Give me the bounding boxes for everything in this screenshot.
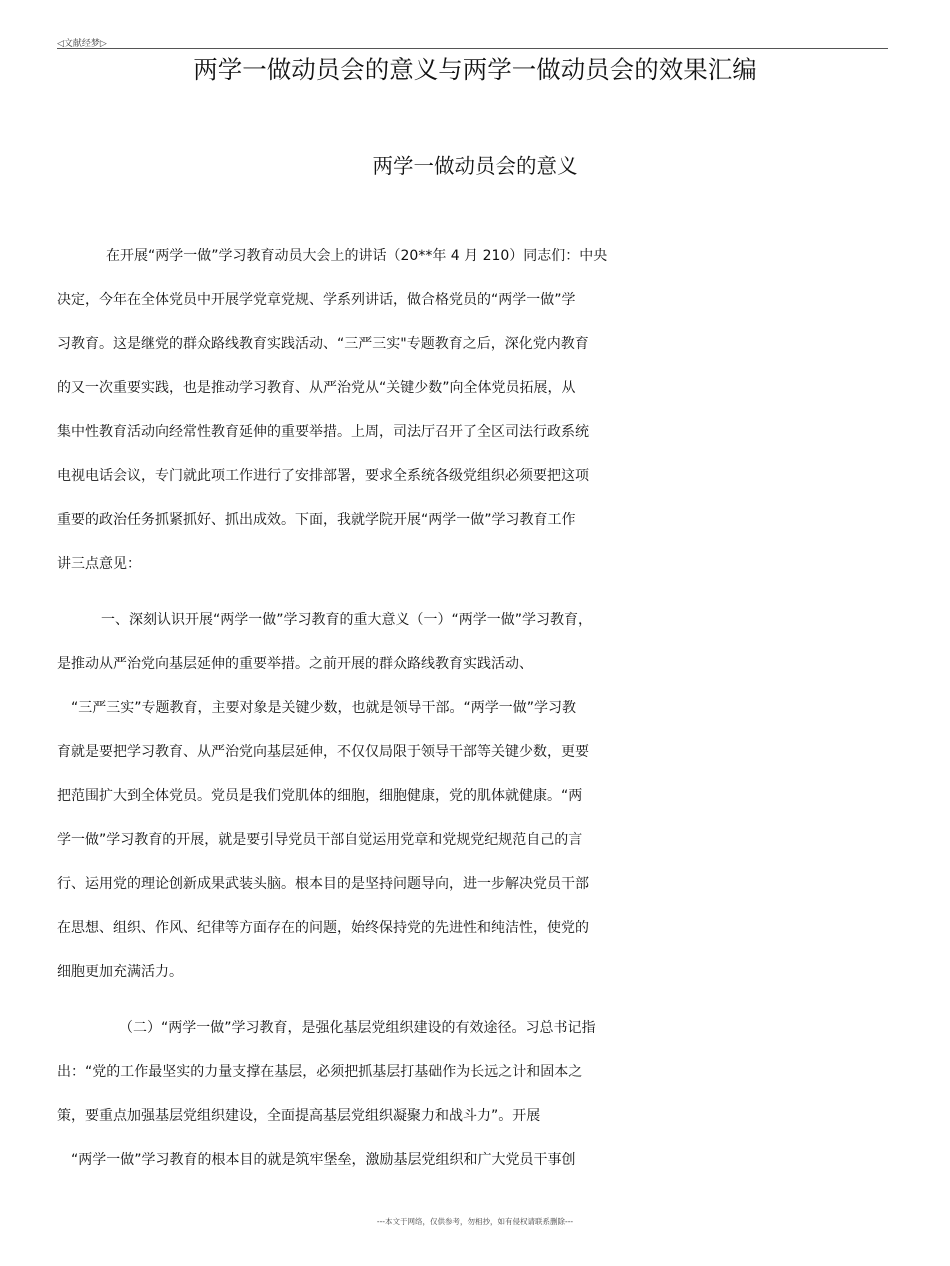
- paragraph-line: 策，要重点加强基层党组织建设，全面提高基层党组织凝聚力和战斗力”。开展: [57, 1108, 541, 1124]
- paragraph-line: 出：“党的工作最坚实的力量支撑在基层，必须把抓基层打基础作为长远之计和固本之: [57, 1064, 583, 1080]
- paragraph-line: 细胞更加充满活力。: [57, 964, 183, 980]
- paragraph-line: 重要的政治任务抓紧抓好、抓出成效。下面，我就学院开展“两学一做”学习教育工作: [57, 512, 576, 528]
- paragraph-line: 习教育。这是继党的群众路线教育实践活动、“三严三实"专题教育之后，深化党内教育: [57, 336, 589, 352]
- paragraph-line: 决定，今年在全体党员中开展学党章党规、学系列讲话，做合格党员的“两学一做”学: [57, 292, 576, 308]
- paragraph-line: 在开展“两学一做”学习教育动员大会上的讲话（20**年 4 月 210）同志们：中央: [106, 248, 608, 264]
- paragraph-2: [57, 598, 902, 994]
- paragraph-line: 集中性教育活动向经常性教育延伸的重要举措。上周，司法厅召开了全区司法行政系统: [57, 424, 589, 440]
- paragraph-line: 的又一次重要实践，也是推动学习教育、从严治党从“关键少数”向全体党员拓展，从: [57, 380, 576, 396]
- paragraph-line: 学一做”学习教育的开展，就是要引导党员干部自觉运用党章和党规党纪规范自己的言: [57, 832, 583, 848]
- paragraph-3: [57, 1006, 902, 1182]
- paragraph-line: 育就是要把学习教育、从严治党向基层延伸，不仅仅局限于领导干部等关键少数，更要: [57, 744, 589, 760]
- paragraph-line: （二）“两学一做”学习教育，是强化基层党组织建设的有效途径。习总书记指: [119, 1020, 596, 1036]
- paragraph-line: 是推动从严治党向基层延伸的重要举措。之前开展的群众路线教育实践活动、: [57, 656, 533, 672]
- paragraph-line: 讲三点意见：: [57, 556, 141, 572]
- header-rule: [57, 48, 888, 49]
- paragraph-line: 行、运用党的理论创新成果武装头脑。根本目的是坚持问题导向，进一步解决党员干部: [57, 876, 589, 892]
- section-title: 两学一做动员会的意义: [372, 154, 578, 178]
- paragraph-line: 在思想、组织、作风、纪律等方面存在的问题，始终保持党的先进性和纯洁性，使党的: [57, 920, 589, 936]
- paragraph-line: 把范围扩大到全体党员。党员是我们党肌体的细胞，细胞健康，党的肌体就健康。“两: [57, 788, 583, 804]
- footer-disclaimer: ---本文于网络，仅供参考，勿相抄，如有侵权请联系删除---: [376, 1217, 574, 1226]
- paragraph-1: [57, 234, 902, 586]
- paragraph-line: “两学一做”学习教育的根本目的就是筑牢堡垒，激励基层党组织和广大党员干事创: [71, 1152, 576, 1168]
- paragraph-line: 电视电话会议，专门就此项工作进行了安排部署，要求全系统各级党组织必须要把这项: [57, 468, 589, 484]
- paragraph-line: “三严三实”专题教育，主要对象是关键少数，也就是领导干部。“两学一做”学习教: [71, 700, 577, 716]
- paragraph-line: 一、深刻认识开展“两学一做”学习教育的重大意义（一）“两学一做”学习教育，: [101, 612, 593, 628]
- header-mark: ◁文献经梦▷: [57, 39, 107, 49]
- document-title: 两学一做动员会的意义与两学一做动员会的效果汇编: [193, 55, 757, 84]
